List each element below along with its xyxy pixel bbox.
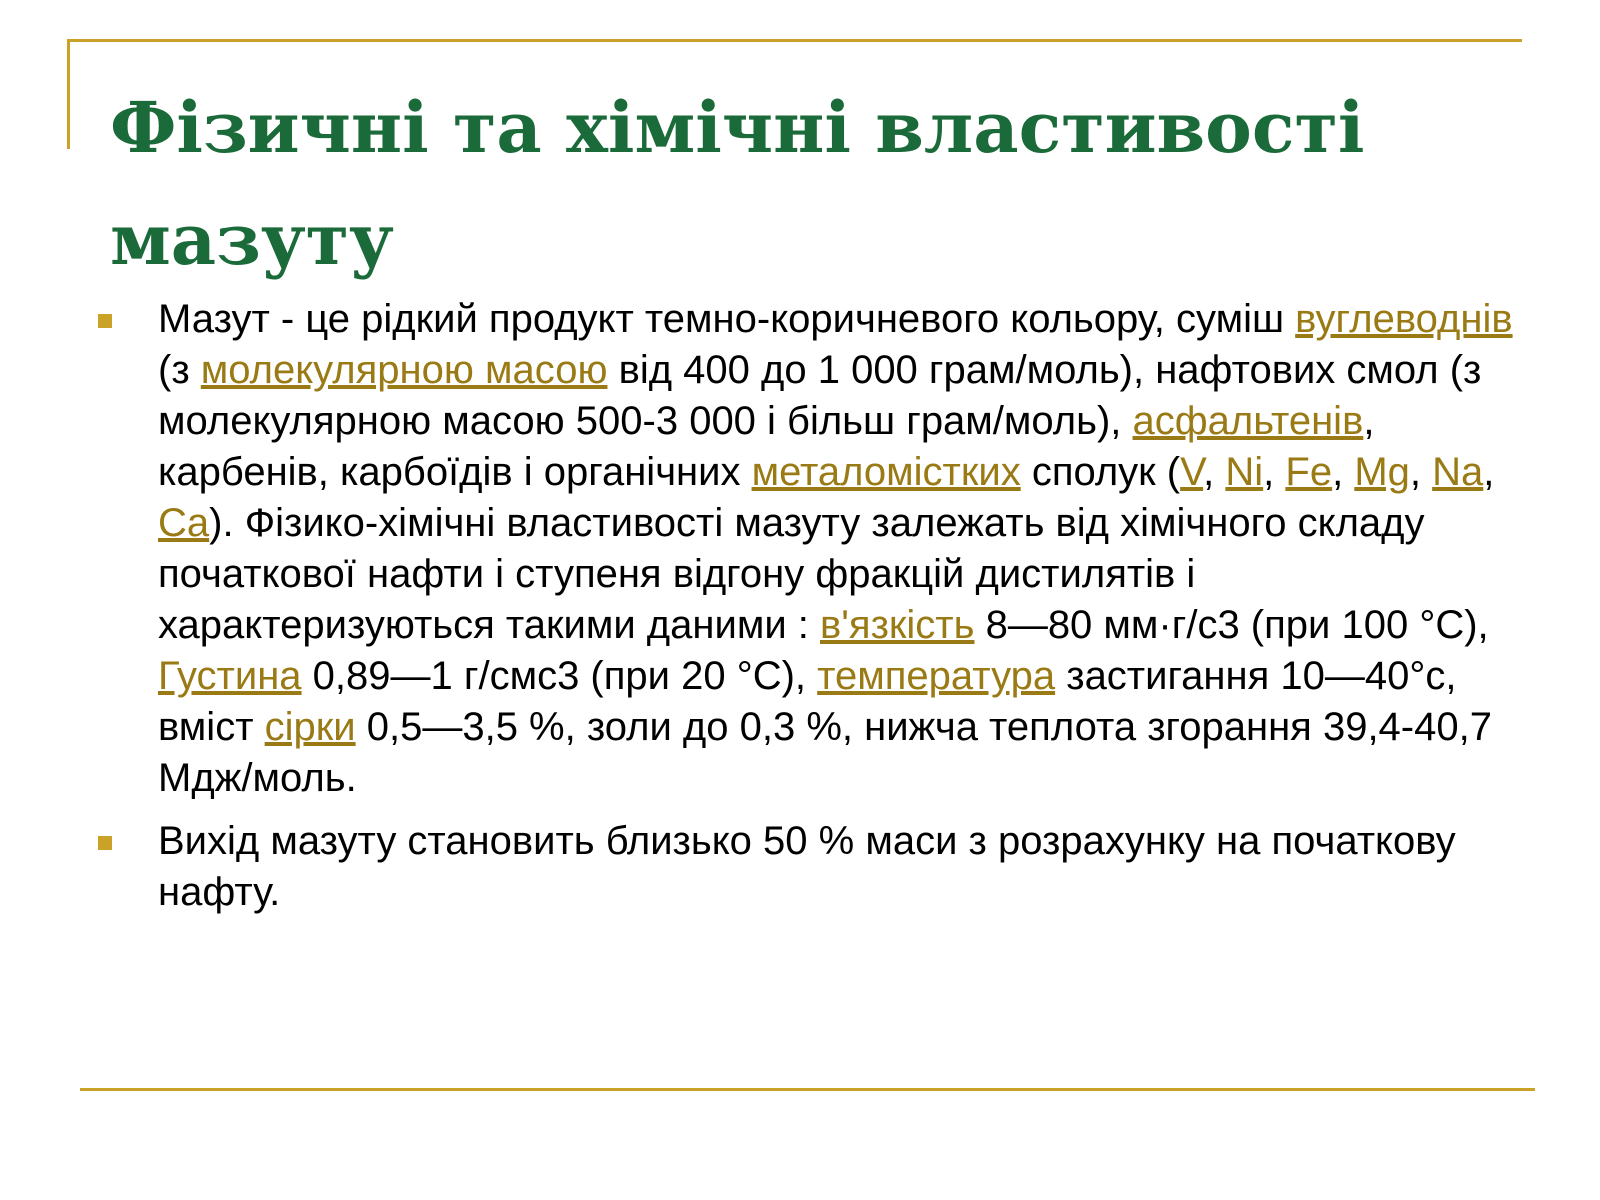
text-segment: Вихід мазуту становить близько 50 % маси з розрахунку на початкову нафту.	[158, 819, 1456, 914]
text-segment: Мазут - це рідкий продукт темно-коричневого кольору, суміш	[158, 297, 1296, 341]
link-metalomistkykh[interactable]: металомістких	[751, 450, 1021, 494]
link-iron[interactable]: Fe	[1285, 450, 1333, 494]
text-segment: (з	[158, 348, 201, 392]
text-segment: 0,89—1 г/смс3 (при 20 °С),	[301, 654, 818, 698]
slide-title: Фізичні та хімічні властивості мазуту	[110, 86, 1365, 281]
link-vanadium[interactable]: V	[1180, 450, 1204, 494]
separator: ,	[1203, 450, 1226, 494]
link-molekuliarna-masa[interactable]: молекулярною масою	[200, 348, 608, 392]
text-segment: 8—80 мм·г/с3 (при 100 °С),	[974, 603, 1489, 647]
text-segment: 0,5—3,5 %, золи до 0,3 %, нижча теплота згорання 39,4-40,7 Мдж/моль.	[158, 705, 1492, 800]
link-magnesium[interactable]: Mg	[1354, 450, 1410, 494]
link-vuhlevodniv[interactable]: вуглеводнів	[1295, 297, 1513, 341]
bullet-item-2	[98, 816, 1528, 918]
separator: ,	[1409, 450, 1433, 494]
text-segment: , карбенів, карбоїдів і органічних	[158, 399, 1375, 494]
link-viazkist[interactable]: в'язкість	[820, 603, 975, 647]
bullet-list	[98, 294, 1528, 930]
text-segment: застигання 10—40°с, вміст	[158, 654, 1457, 749]
link-temperatura[interactable]: температура	[817, 654, 1056, 698]
link-sodium[interactable]: Na	[1432, 450, 1484, 494]
bullet-item-1	[98, 294, 1528, 804]
link-asfaltenv[interactable]: асфальтенів	[1132, 399, 1364, 443]
link-calcium[interactable]: Ca	[158, 501, 210, 545]
left-rule	[67, 39, 70, 149]
square-bullet-icon	[98, 836, 112, 850]
separator: ,	[1483, 450, 1495, 494]
square-bullet-icon	[98, 314, 112, 328]
text-segment: ). Фізико-хімічні властивості мазуту залежать від хімічного складу початкової нафти і ступеня відгону фракцій дистилятів і характеризуються такими даними :	[158, 501, 1425, 647]
link-hustyna[interactable]: Густина	[158, 654, 302, 698]
separator: ,	[1263, 450, 1286, 494]
bottom-rule	[80, 1088, 1535, 1091]
link-nickel[interactable]: Ni	[1225, 450, 1264, 494]
separator: ,	[1332, 450, 1355, 494]
text-segment: від 400 до 1 000 грам/моль), нафтових смол (з молекулярною масою 500-3 000 і більш грам/моль),	[158, 348, 1482, 443]
text-segment: сполук (	[1020, 450, 1181, 494]
top-rule	[67, 39, 1522, 42]
link-sirka[interactable]: сірки	[264, 705, 356, 749]
